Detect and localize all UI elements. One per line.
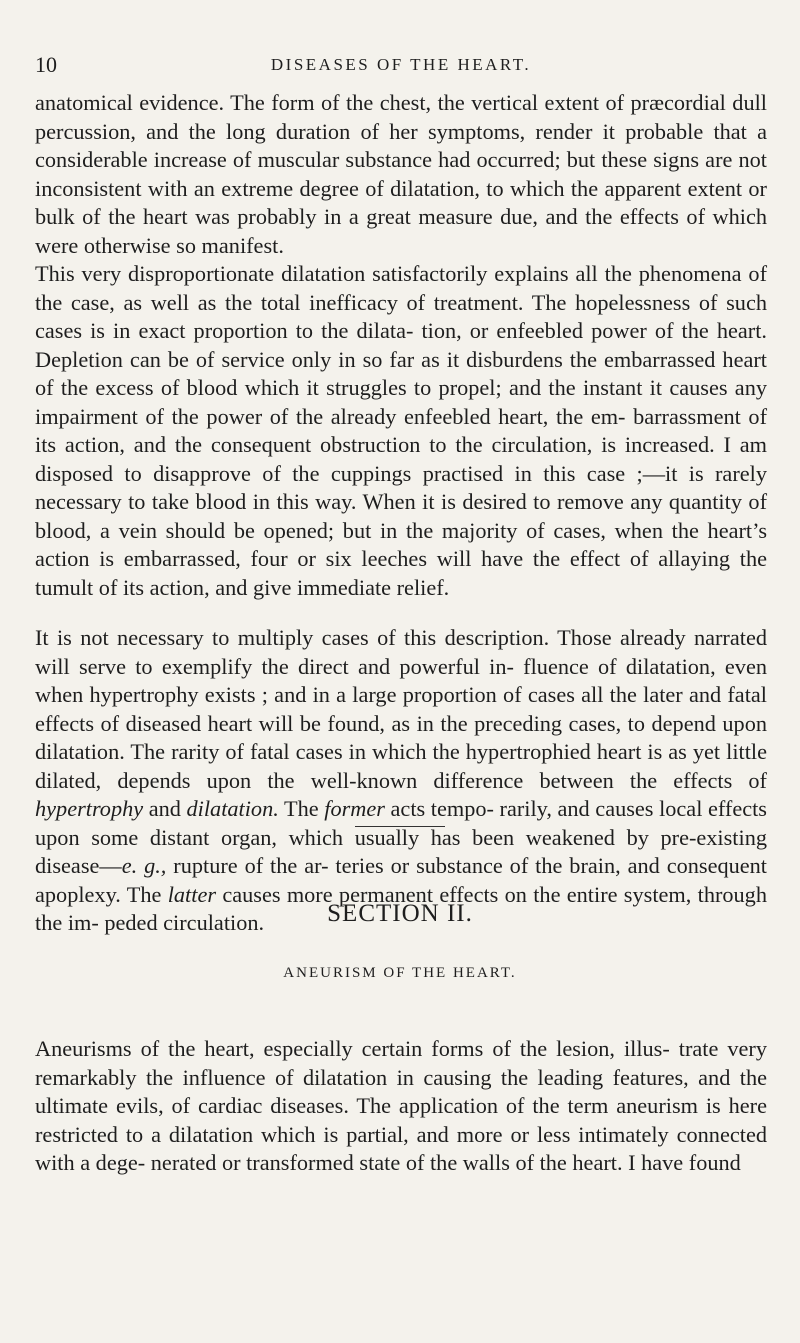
section-divider bbox=[355, 826, 445, 827]
running-title: DISEASES OF THE HEART. bbox=[270, 55, 532, 74]
paragraph-1: anatomical evidence. The form of the chest, the vertical extent of præcordial dull percussion, and the long duration of her symptoms, render it probable that a considerable increase of muscular substance had occurred; but these signs are not inconsistent with an extreme degree of dilatation, to which the apparent extent or bulk of the heart was probably in a great measure due, and the effects of which were otherwise so manifest. bbox=[35, 90, 767, 258]
paragraph-3-text-c: The bbox=[278, 796, 325, 821]
page-number: 10 bbox=[35, 52, 57, 77]
body-text bbox=[35, 89, 767, 938]
paragraph-2: This very disproportionate dilatation satisfactorily explains all the phenomena of the case, as well as the total inefficacy of treatment. The hopelessness of such cases is in exact proportion to the dilata- tion, or enfeebled power of the heart. Depletion can be of service only in so far as it disburdens the embarrassed heart of the excess of blood which it struggles to propel; and the instant it causes any impairment of the power of the already enfeebled heart, the em- barrassment of its action, and the consequent obstruction to the circulation, is increased. I am disposed to disapprove of the cuppings practised in this case ;—it is rarely necessary to take blood in this way. When it is desired to remove any quantity of blood, a vein should be opened; but in the majority of cases, when the heart’s action is embarrassed, four or six leeches will have the effect of allaying the tumult of its action, and give immediate relief. bbox=[35, 261, 767, 600]
section-body bbox=[35, 1035, 767, 1178]
emphasis-eg: e. g., bbox=[121, 853, 167, 878]
paragraph-3-text-b: and bbox=[143, 796, 187, 821]
paragraph-3-text-a: It is not necessary to multiply cases of this description. Those already narrated will serve to exemplify the direct and powerful in- fluence of dilatation, even when hypertrophy exists ; and in a large proportion of cases all the later and fatal effects of diseased heart will be found, as in the preceding cases, to depend upon dilatation. The rarity of fatal cases in which the hypertrophied heart is as yet little dilated, depends upon the well-known difference between the effects of bbox=[35, 625, 767, 793]
running-head bbox=[35, 52, 767, 82]
paragraph-3-text-e: rupture of the ar- teries or substance of the brain, and consequent apoplexy. The bbox=[35, 853, 767, 907]
paragraph-3-text-f: causes more permanent effects on the entire system, through the im- peded circulation. bbox=[35, 881, 767, 935]
section-heading: SECTION II. bbox=[327, 900, 473, 927]
paragraph-3 bbox=[35, 624, 767, 938]
paragraph-gap bbox=[35, 602, 767, 624]
emphasis-hypertrophy: hypertrophy bbox=[35, 796, 144, 821]
emphasis-dilatation: dilatation. bbox=[186, 796, 279, 821]
section-subheading: ANEURISM OF THE HEART. bbox=[283, 965, 517, 981]
emphasis-latter: latter bbox=[167, 881, 217, 907]
section-paragraph: Aneurisms of the heart, especially certain forms of the lesion, illus- trate very remarkably the influence of dilatation in causing the leading features, and the ultimate evils, of cardiac diseases. The application of the term aneurism is here restricted to a dilatation which is partial, and more or less intimately connected with a dege- nerated or transformed state of the walls of the heart. I have found bbox=[35, 1036, 767, 1175]
paragraph-3-text-d: acts tempo- rarily, and causes local effects upon some distant organ, which usually has been weakened by pre-existing disease— bbox=[35, 796, 767, 878]
emphasis-former: former bbox=[324, 796, 385, 821]
